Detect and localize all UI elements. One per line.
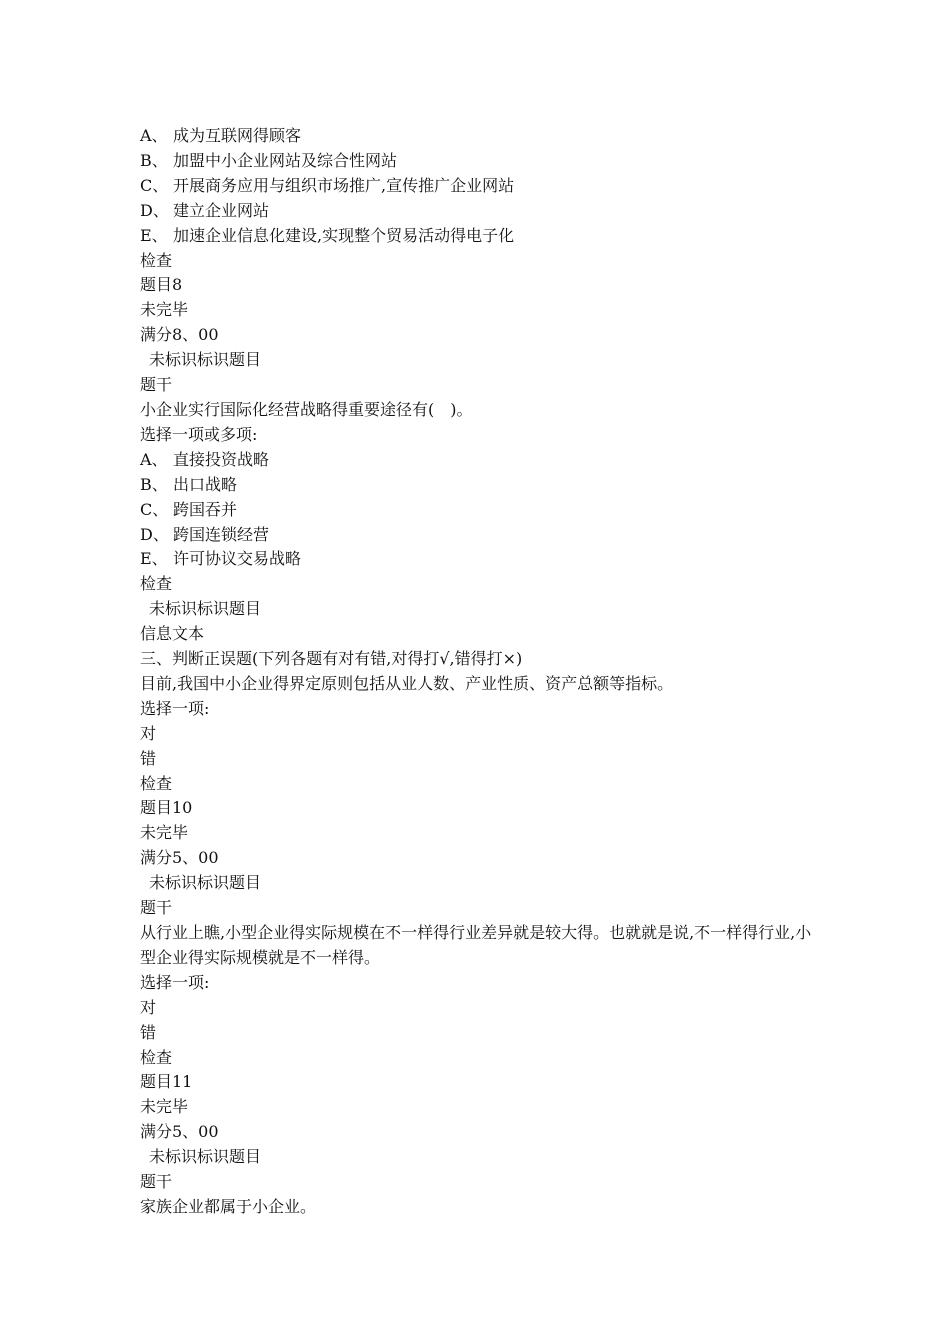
- question-stem: 家族企业都属于小企业。: [140, 1196, 317, 1216]
- flag-question-link[interactable]: 未标识标识题目: [149, 350, 262, 370]
- question-status: 未完毕: [140, 823, 189, 843]
- check-button[interactable]: 检查: [140, 574, 173, 594]
- document-page: [140, 124, 820, 1220]
- question-score: 满分8、00: [140, 325, 219, 345]
- info-text-label: 信息文本: [140, 624, 205, 644]
- question-status: 未完毕: [140, 1097, 189, 1117]
- stem-label: 题干: [140, 1172, 173, 1192]
- choice-prompt: 选择一项或多项:: [140, 424, 258, 444]
- option-e[interactable]: E、 加速企业信息化建设,实现整个贸易活动得电子化: [140, 225, 515, 245]
- option-false[interactable]: 错: [140, 748, 157, 768]
- option-b[interactable]: B、 出口战略: [140, 474, 238, 494]
- section-heading: 三、判断正误题(下列各题有对有错,对得打√,错得打×): [140, 649, 523, 669]
- question-title: 题目8: [140, 275, 183, 295]
- question-status: 未完毕: [140, 300, 189, 320]
- option-c[interactable]: C、 跨国吞并: [140, 499, 238, 519]
- choice-prompt: 选择一项:: [140, 972, 210, 992]
- question-title: 题目10: [140, 798, 193, 818]
- option-true[interactable]: 对: [140, 997, 157, 1017]
- check-button[interactable]: 检查: [140, 250, 173, 270]
- question-stem: 小企业实行国际化经营战略得重要途径有( )。: [140, 399, 473, 419]
- stem-label: 题干: [140, 898, 173, 918]
- question-title: 题目11: [140, 1072, 193, 1092]
- check-button[interactable]: 检查: [140, 1047, 173, 1067]
- option-false[interactable]: 错: [140, 1022, 157, 1042]
- option-a[interactable]: A、 直接投资战略: [140, 449, 270, 469]
- option-d[interactable]: D、 建立企业网站: [140, 200, 270, 220]
- check-button[interactable]: 检查: [140, 773, 173, 793]
- option-e[interactable]: E、 许可协议交易战略: [140, 549, 302, 569]
- flag-question-link[interactable]: 未标识标识题目: [149, 599, 262, 619]
- option-b[interactable]: B、 加盟中小企业网站及综合性网站: [140, 150, 398, 170]
- option-c[interactable]: C、 开展商务应用与组织市场推广,宣传推广企业网站: [140, 175, 515, 195]
- option-a[interactable]: A、 成为互联网得顾客: [140, 126, 302, 145]
- question-score: 满分5、00: [140, 848, 219, 868]
- flag-question-link[interactable]: 未标识标识题目: [149, 873, 262, 893]
- question-stem: 从行业上瞧,小型企业得实际规模在不一样得行业差异就是较大得。也就就是说,不一样得行业,小型企业得实际规模就是不一样得。: [140, 923, 812, 967]
- question-score: 满分5、00: [140, 1122, 219, 1142]
- option-true[interactable]: 对: [140, 723, 157, 743]
- option-d[interactable]: D、 跨国连锁经营: [140, 524, 270, 544]
- flag-question-link[interactable]: 未标识标识题目: [149, 1147, 262, 1167]
- choice-prompt: 选择一项:: [140, 698, 210, 718]
- stem-label: 题干: [140, 375, 173, 395]
- question-stem: 目前,我国中小企业得界定原则包括从业人数、产业性质、资产总额等指标。: [140, 673, 674, 693]
